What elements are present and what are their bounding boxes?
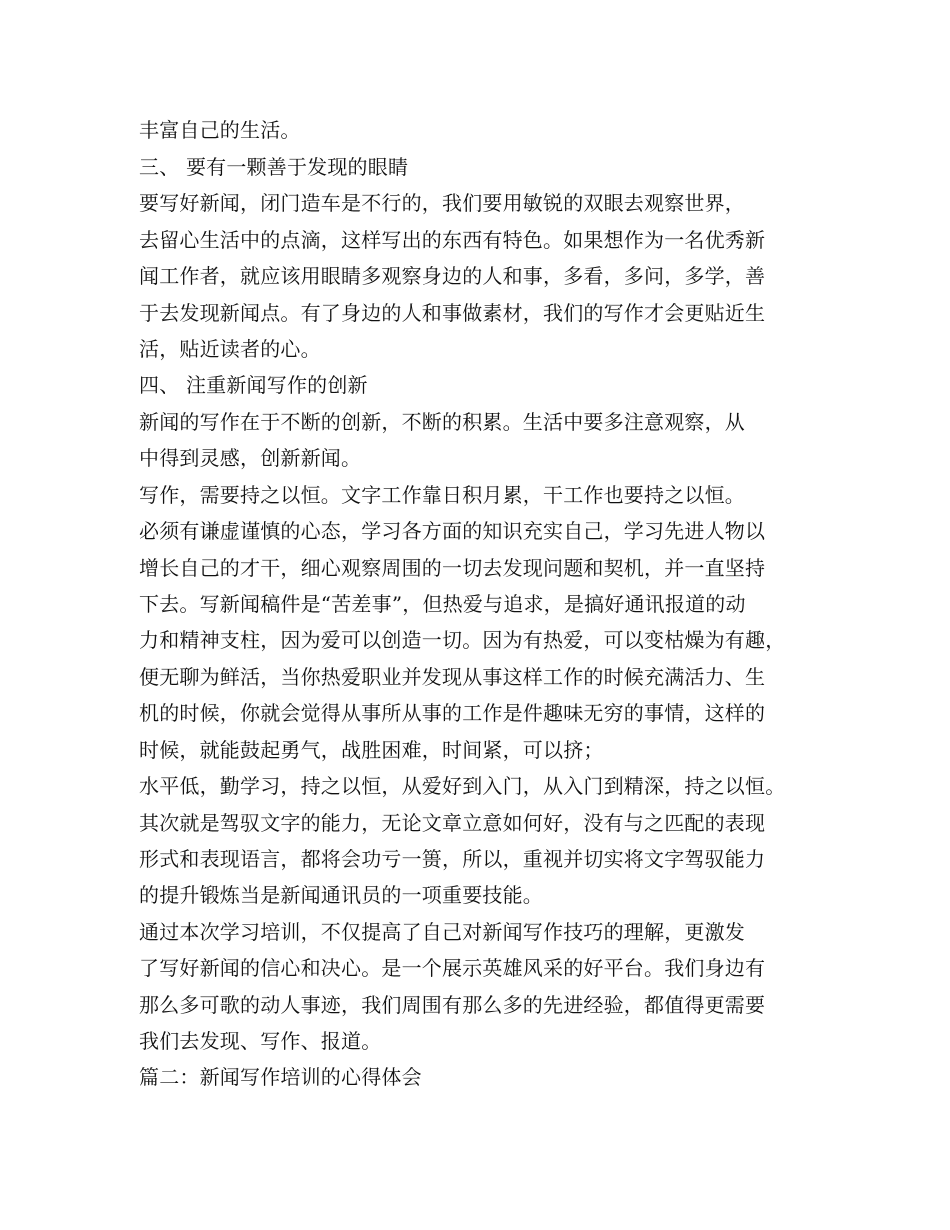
section-heading: 三、 要有一颗善于发现的眼睛 bbox=[139, 155, 409, 179]
text-line: 活，贴近读者的心。 bbox=[139, 337, 321, 361]
text-line: 要写好新闻，闭门造车是不行的，我们要用敏锐的双眼去观察世界， bbox=[139, 191, 745, 215]
text-line: 那么多可歌的动人事迹，我们周围有那么多的先进经验，都值得更需要 bbox=[139, 993, 766, 1017]
chapter-heading: 篇二：新闻写作培训的心得体会 bbox=[139, 1065, 422, 1089]
text-line: 闻工作者，就应该用眼睛多观察身边的人和事，多看，多问，多学，善 bbox=[139, 264, 766, 288]
text-line: 力和精神支柱，因为爱可以创造一切。因为有热爱，可以变枯燥为有趣， bbox=[139, 628, 786, 652]
text-line: 机的时候，你就会觉得从事所从事的工作是件趣味无穷的事情，这样的 bbox=[139, 701, 766, 725]
text-line: 其次就是驾驭文字的能力，无论文章立意如何好，没有与之匹配的表现 bbox=[139, 811, 766, 835]
text-line: 便无聊为鲜活，当你热爱职业并发现从事这样工作的时候充满活力、生 bbox=[139, 665, 766, 689]
text-line: 水平低，勤学习，持之以恒，从爱好到入门，从入门到精深，持之以恒。 bbox=[139, 774, 786, 798]
text-line: 去留心生活中的点滴，这样写出的东西有特色。如果想作为一名优秀新 bbox=[139, 228, 766, 252]
text-line: 的提升锻炼当是新闻通讯员的一项重要技能。 bbox=[139, 883, 543, 907]
text-line: 丰富自己的生活。 bbox=[139, 118, 301, 142]
text-line: 必须有谦虚谨慎的心态，学习各方面的知识充实自己，学习先进人物以 bbox=[139, 519, 766, 543]
text-line: 增长自己的才干，细心观察周围的一切去发现问题和契机，并一直坚持 bbox=[139, 556, 766, 580]
text-line: 写作，需要持之以恒。文字工作靠日积月累，干工作也要持之以恒。 bbox=[139, 483, 745, 507]
text-line: 通过本次学习培训，不仅提高了自己对新闻写作技巧的理解，更激发 bbox=[139, 920, 745, 944]
text-line: 新闻的写作在于不断的创新，不断的积累。生活中要多注意观察，从 bbox=[139, 410, 745, 434]
text-line: 我们去发现、写作、报道。 bbox=[139, 1029, 382, 1053]
text-line: 下去。写新闻稿件是“苦差事”，但热爱与追求，是搞好通讯报道的动 bbox=[139, 592, 746, 616]
text-line: 时候，就能鼓起勇气，战胜困难，时间紧，可以挤； bbox=[139, 738, 604, 762]
text-line: 了写好新闻的信心和决心。是一个展示英雄风采的好平台。我们身边有 bbox=[139, 956, 766, 980]
text-line: 于去发现新闻点。有了身边的人和事做素材，我们的写作才会更贴近生 bbox=[139, 301, 766, 325]
section-heading: 四、 注重新闻写作的创新 bbox=[139, 373, 368, 397]
text-line: 中得到灵感，创新新闻。 bbox=[139, 446, 362, 470]
text-line: 形式和表现语言，都将会功亏一篑，所以，重视并切实将文字驾驭能力 bbox=[139, 847, 766, 871]
